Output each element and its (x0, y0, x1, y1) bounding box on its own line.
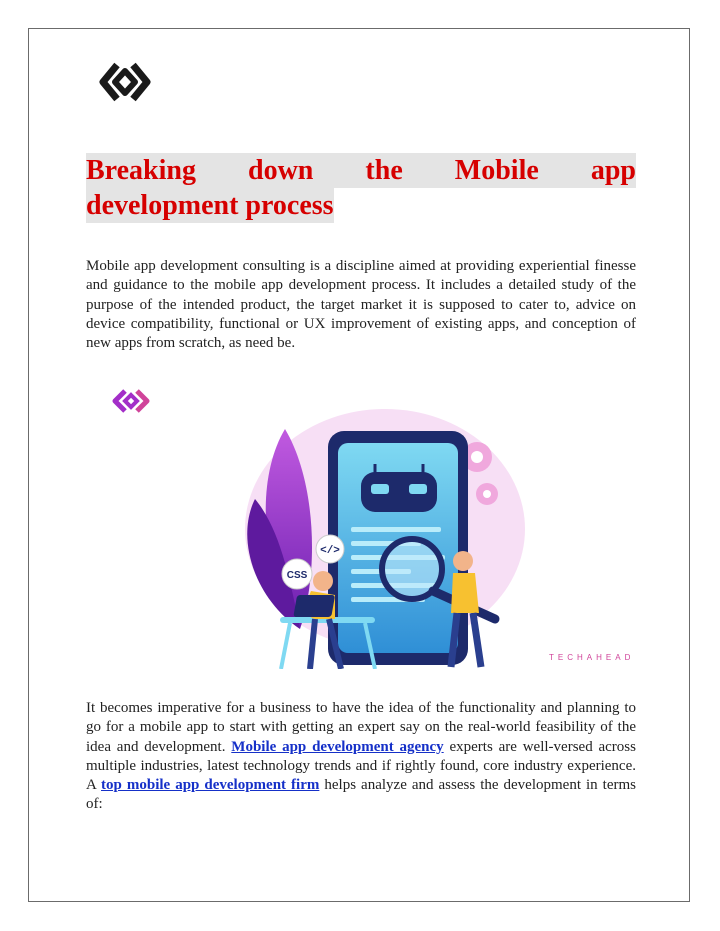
title-word: the (365, 155, 403, 186)
css-badge-text: CSS (286, 570, 308, 581)
techahead-brand-text: TECHAHEAD (549, 653, 635, 662)
paragraph-text: helps analyze and assess the development in terms of: (86, 777, 637, 813)
title-word: Breaking (86, 155, 196, 186)
mobile-app-agency-link[interactable]: Mobile app development agency (231, 738, 444, 755)
title-line-2: development process (86, 190, 334, 221)
paragraph-text: experts are well-versed across multiple industries, latest technology trends and if rightly found, core industry experience. A (86, 738, 636, 794)
title-line-1 (86, 153, 636, 188)
title-word: down (248, 155, 314, 186)
top-app-firm-link[interactable]: top mobile app development firm (101, 777, 320, 794)
intro-paragraph: Mobile app development consulting is a discipline aimed at providing experiential finesse and guidance to the mobile app development process. It includes a detailed study of the purpose of the intended product, the target market it is supposed to cater to, advice on device compatibility, functional or UX improvement of existing apps, and conception of new apps from scratch, as need be. (86, 258, 636, 352)
code-badge-text: </> (320, 545, 340, 557)
brand-small-logo-icon (115, 391, 147, 411)
title-word: Mobile (454, 155, 539, 186)
title-word: app (590, 155, 636, 186)
app-development-illustration (85, 369, 637, 669)
page-title (86, 153, 636, 223)
document-page (28, 28, 690, 902)
techahead-logo-icon (99, 59, 151, 105)
paragraph-text: It becomes imperative for a business to have the idea of the functionality and planning to go for a mobile app to start with getting an expert say on the real-world feasibility of the idea and development. (86, 700, 636, 755)
body-paragraph (86, 699, 636, 815)
